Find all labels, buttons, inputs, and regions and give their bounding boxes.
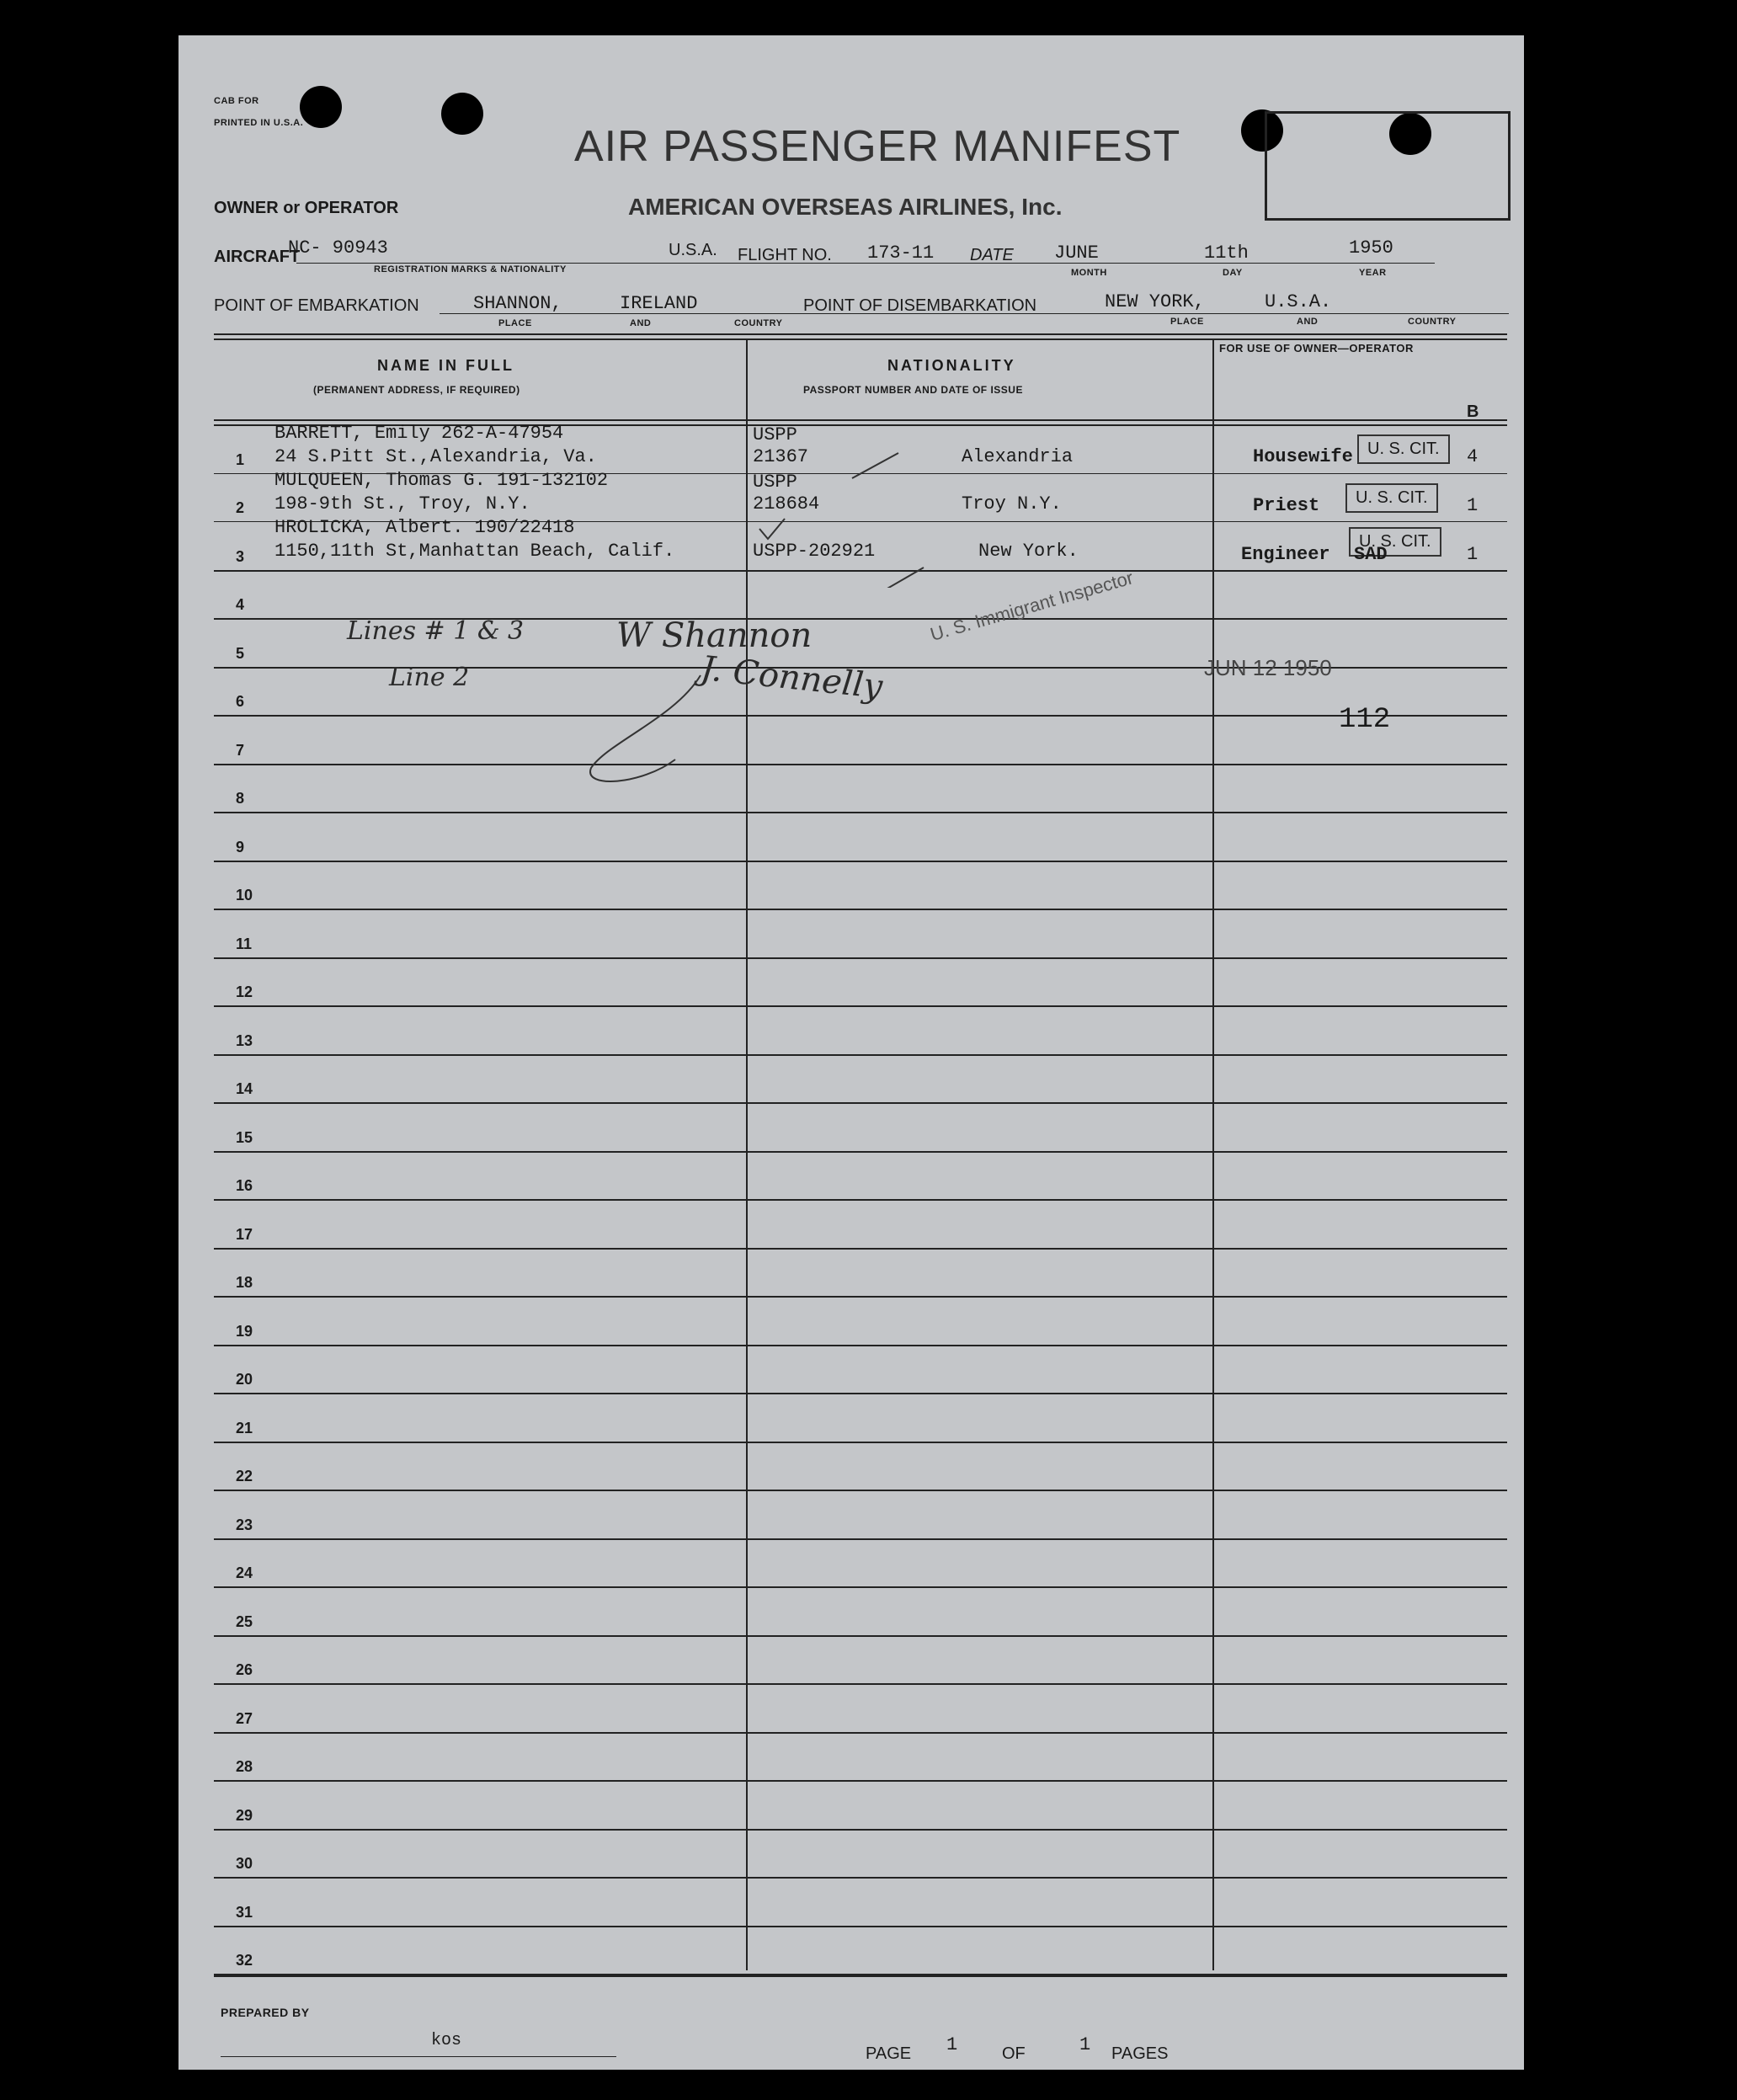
passenger-2-occupation: Priest [1253, 495, 1320, 516]
row-number: 14 [236, 1080, 253, 1097]
row-number: 5 [236, 644, 245, 662]
embarkation-place: SHANNON, [473, 293, 562, 314]
pages-label: PAGES [1111, 2044, 1169, 2063]
inspector-stamp: U. S. Immigrant Inspector [928, 567, 1136, 646]
row-number: 25 [236, 1612, 253, 1630]
column-divider [746, 338, 748, 1970]
row-rule [214, 1102, 1507, 1104]
row-number: 22 [236, 1468, 253, 1484]
row-rule [214, 1248, 1507, 1250]
row-rule [214, 1296, 1507, 1298]
citizenship-stamp: U. S. CIT. [1345, 483, 1438, 513]
row-number: 26 [236, 1661, 253, 1678]
row-number: 16 [236, 1177, 253, 1194]
passenger-2-city: Troy N.Y. [962, 493, 1062, 514]
aircraft-underline [296, 263, 1435, 264]
and-caption: AND [630, 318, 652, 328]
passenger-3-nationality: USPP-202921 [753, 541, 876, 562]
table-top-rule [214, 333, 1507, 335]
date-stamp: JUN 12 1950 [1204, 655, 1332, 680]
passenger-2-nationality: USPP [753, 472, 797, 493]
prepared-by-value: kos [431, 2031, 462, 2050]
embarkation-label: POINT OF EMBARKATION [214, 296, 419, 315]
citizenship-stamp: U. S. CIT. [1357, 434, 1450, 464]
of-label: OF [1002, 2044, 1026, 2063]
row-rule [214, 1393, 1507, 1394]
disembarkation-country: U.S.A. [1265, 291, 1332, 312]
place-caption: PLACE [1170, 317, 1204, 327]
disembarkation-label: POINT OF DISEMBARKATION [803, 296, 1037, 315]
passenger-1-count: 4 [1467, 446, 1479, 467]
manifest-sheet [178, 35, 1524, 2070]
row-rule [214, 715, 1507, 717]
page-label: PAGE [866, 2044, 912, 2063]
passenger-2-address: 198-9th St., Troy, N.Y. [274, 493, 530, 514]
row-number: 9 [236, 838, 245, 855]
row-rule [214, 1586, 1507, 1588]
pages-value: 1 [1079, 2034, 1091, 2055]
footer-rule [214, 1975, 1507, 1977]
name-column-header: NAME IN FULL [377, 357, 514, 374]
row-number: 32 [236, 1952, 253, 1969]
flight-value: 173-11 [867, 243, 935, 264]
row-number: 20 [236, 1371, 253, 1388]
month-caption: MONTH [1071, 268, 1107, 278]
row-number: 15 [236, 1128, 253, 1146]
flight-label: FLIGHT NO. [738, 246, 832, 264]
row-number: 21 [236, 1419, 253, 1436]
row-rule [214, 1199, 1507, 1201]
disembarkation-place: NEW YORK, [1105, 291, 1205, 312]
row-rule [214, 1877, 1507, 1879]
country-caption: COUNTRY [734, 318, 783, 328]
passenger-1-name: BARRETT, Emily 262-A-47954 [274, 423, 564, 444]
punch-hole [300, 86, 342, 128]
check-marks [751, 419, 970, 588]
row-number: 7 [236, 741, 245, 759]
name-column-subheader: (PERMANENT ADDRESS, IF REQUIRED) [313, 384, 520, 396]
date-label: DATE [970, 246, 1014, 264]
registration-caption: REGISTRATION MARKS & NATIONALITY [374, 264, 567, 274]
row-number: 1 [236, 450, 245, 468]
row-number: 24 [236, 1564, 253, 1581]
passenger-3-city: New York. [978, 541, 1079, 562]
row-rule [214, 1005, 1507, 1007]
row-rule [214, 957, 1507, 959]
inspector-signature: J. Connelly [699, 648, 885, 707]
year-value: 1950 [1349, 237, 1393, 259]
row-number: 28 [236, 1758, 253, 1775]
embarkation-country: IRELAND [620, 293, 698, 314]
month-value: JUNE [1054, 243, 1099, 264]
prepared-by-underline [221, 2056, 616, 2057]
passenger-2-name: MULQUEEN, Thomas G. 191-132102 [274, 470, 609, 491]
passenger-1-address: 24 S.Pitt St.,Alexandria, Va. [274, 446, 597, 467]
passenger-1-occupation: Housewife [1253, 446, 1353, 467]
aircraft-value: NC- 90943 [288, 237, 388, 259]
embarkation-underline [440, 313, 1509, 314]
row-number: 2 [236, 499, 245, 516]
stamp-number: 112 [1339, 704, 1391, 736]
page-value: 1 [946, 2034, 958, 2055]
owner-column-header: FOR USE OF OWNER—OPERATOR [1219, 342, 1414, 354]
owner-column-mark: B [1467, 402, 1479, 421]
row-number: 27 [236, 1709, 253, 1727]
page-title: AIR PASSENGER MANIFEST [574, 122, 1181, 171]
row-number: 19 [236, 1322, 253, 1340]
citizenship-stamp: U. S. CIT. [1349, 527, 1441, 557]
row-rule [214, 861, 1507, 862]
row-number: 30 [236, 1855, 253, 1872]
office-use-box [1265, 111, 1511, 221]
passenger-1-nationality: USPP [753, 424, 797, 445]
row-rule [214, 1732, 1507, 1734]
form-number: CAB FOR [214, 96, 259, 106]
row-rule [214, 1442, 1507, 1443]
row-number: 12 [236, 983, 253, 1000]
prepared-by-label: PREPARED BY [221, 2006, 310, 2019]
usa-label: U.S.A. [669, 241, 717, 259]
and-caption: AND [1297, 317, 1319, 327]
row-rule [214, 1683, 1507, 1685]
owner-value: AMERICAN OVERSEAS AIRLINES, Inc. [628, 194, 1063, 220]
table-top-rule [214, 338, 1507, 340]
passenger-1-passport: 21367 [753, 446, 809, 467]
row-rule [214, 1635, 1507, 1637]
row-number: 23 [236, 1516, 253, 1533]
row-rule [214, 1345, 1507, 1346]
row-rule [214, 909, 1507, 910]
aircraft-label: AIRCRAFT [214, 248, 301, 266]
passenger-2-count: 1 [1467, 495, 1479, 516]
row-number: 31 [236, 1903, 253, 1921]
row-rule [214, 1490, 1507, 1491]
row-number: 8 [236, 790, 245, 807]
day-caption: DAY [1223, 268, 1243, 278]
country-caption: COUNTRY [1408, 317, 1457, 327]
column-divider [1212, 338, 1214, 1970]
passenger-3-address: 1150,11th St,Manhattan Beach, Calif. [274, 541, 675, 562]
sad-mark: SAD [1354, 544, 1388, 565]
nationality-column-header: NATIONALITY [887, 357, 1016, 374]
row-rule [214, 1829, 1507, 1831]
officer-signature: W Shannon [616, 616, 813, 655]
year-caption: YEAR [1359, 268, 1387, 278]
passenger-3-name: HROLICKA, Albert. 190/22418 [274, 517, 575, 538]
row-rule [214, 812, 1507, 813]
row-number: 13 [236, 1031, 253, 1049]
passenger-2-passport: 218684 [753, 493, 820, 514]
row-number: 17 [236, 1225, 253, 1243]
nationality-column-subheader: PASSPORT NUMBER AND DATE OF ISSUE [803, 384, 1023, 396]
passenger-3-occupation: Engineer [1241, 544, 1330, 565]
row-rule [214, 1538, 1507, 1540]
passenger-3-count: 1 [1467, 544, 1479, 565]
passenger-1-city: Alexandria [962, 446, 1074, 467]
row-number: 10 [236, 887, 253, 903]
row-number: 18 [236, 1274, 253, 1291]
row-rule [214, 1151, 1507, 1153]
line2-note: Line 2 [389, 663, 470, 692]
day-value: 11th [1204, 243, 1249, 264]
lines-note: Lines # 1 & 3 [347, 616, 525, 646]
row-number: 4 [236, 596, 245, 613]
owner-label: OWNER or OPERATOR [214, 199, 399, 217]
row-number: 6 [236, 693, 245, 710]
row-rule [214, 1926, 1507, 1927]
place-caption: PLACE [498, 318, 532, 328]
printed-in: PRINTED IN U.S.A. [214, 118, 304, 128]
signature-flourish [574, 667, 759, 793]
row-rule [214, 1054, 1507, 1056]
punch-hole [441, 93, 483, 135]
row-number: 3 [236, 547, 245, 565]
row-number: 11 [236, 935, 253, 952]
row-number: 29 [236, 1806, 253, 1824]
row-rule [214, 1780, 1507, 1782]
row-rule [214, 764, 1507, 765]
